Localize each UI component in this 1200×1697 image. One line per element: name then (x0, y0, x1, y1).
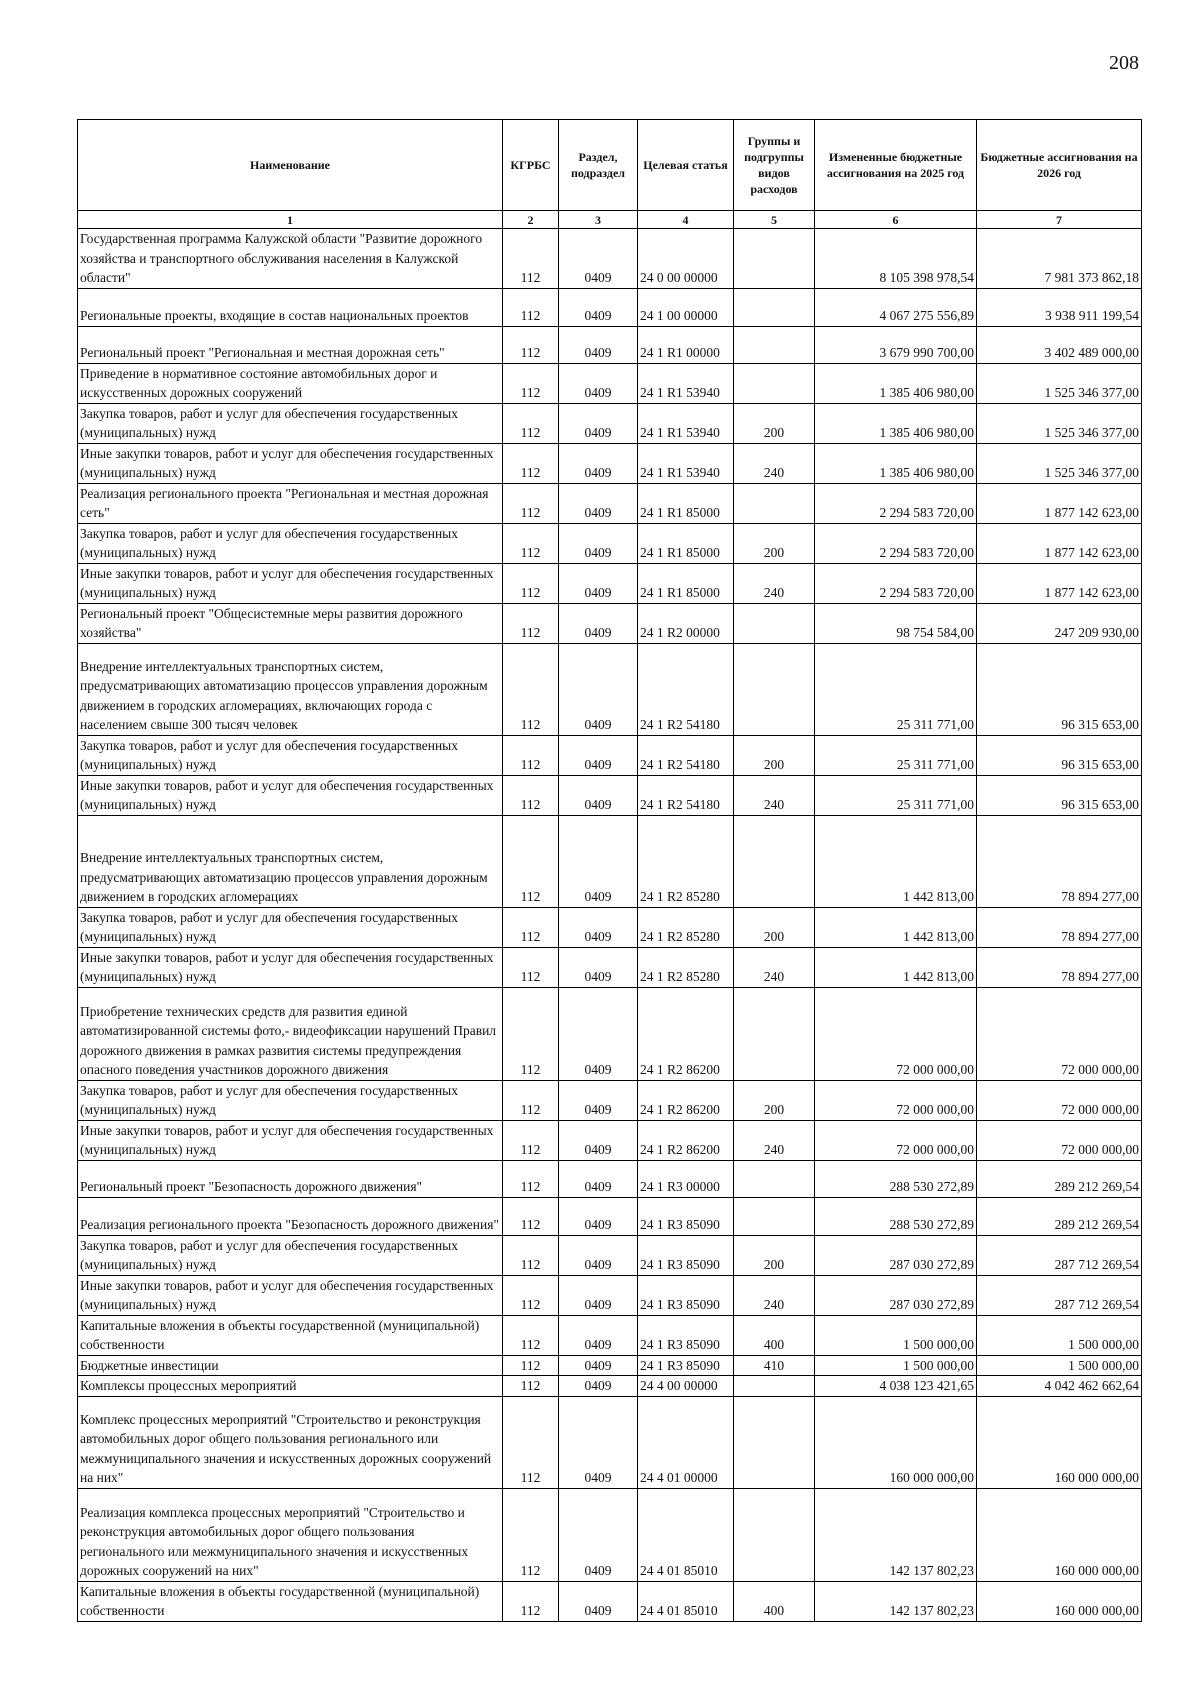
row-section: 0409 (559, 735, 638, 775)
row-section: 0409 (559, 947, 638, 987)
row-expense-type (734, 815, 815, 907)
header-section: Раздел, подраздел (559, 120, 638, 211)
row-target: 24 1 R1 85000 (638, 523, 734, 563)
table-row (78, 1197, 1142, 1235)
row-amount-2025: 1 385 406 980,00 (815, 403, 977, 443)
row-section: 0409 (559, 987, 638, 1080)
row-kgrbs: 112 (503, 1160, 559, 1197)
table-row (78, 1488, 1142, 1581)
row-amount-2026: 7 981 373 862,18 (977, 229, 1142, 289)
table-row (78, 947, 1142, 987)
header-budget-2026: Бюджетные ассигнования на 2026 год (977, 120, 1142, 211)
row-amount-2025: 8 105 398 978,54 (815, 229, 977, 289)
row-amount-2025: 1 385 406 980,00 (815, 363, 977, 403)
row-name: Закупка товаров, работ и услуг для обеспечения государственных (муниципальных) нужд (78, 403, 503, 443)
row-name: Региональный проект "Безопасность дорожного движения" (78, 1160, 503, 1197)
row-kgrbs: 112 (503, 443, 559, 483)
column-number-row (78, 211, 1142, 229)
row-amount-2026: 3 402 489 000,00 (977, 326, 1142, 363)
row-name: Иные закупки товаров, работ и услуг для обеспечения государственных (муниципальных) нужд (78, 947, 503, 987)
row-expense-type (734, 288, 815, 326)
row-name: Закупка товаров, работ и услуг для обеспечения государственных (муниципальных) нужд (78, 1235, 503, 1275)
table-row (78, 403, 1142, 443)
row-section: 0409 (559, 1376, 638, 1397)
row-kgrbs: 112 (503, 483, 559, 523)
row-name: Иные закупки товаров, работ и услуг для обеспечения государственных (муниципальных) нужд (78, 563, 503, 603)
header-changed-2025: Измененные бюджетные ассигнования на 2025 год (815, 120, 977, 211)
row-expense-type: 240 (734, 947, 815, 987)
row-amount-2025: 72 000 000,00 (815, 987, 977, 1080)
row-kgrbs: 112 (503, 1376, 559, 1397)
row-amount-2025: 2 294 583 720,00 (815, 523, 977, 563)
row-expense-type (734, 483, 815, 523)
row-target: 24 1 R3 85090 (638, 1315, 734, 1355)
row-amount-2026: 78 894 277,00 (977, 907, 1142, 947)
row-target: 24 1 R2 54180 (638, 775, 734, 815)
row-kgrbs: 112 (503, 1275, 559, 1315)
row-section: 0409 (559, 1080, 638, 1120)
row-section: 0409 (559, 563, 638, 603)
row-section: 0409 (559, 1581, 638, 1621)
column-number: 6 (815, 211, 977, 229)
row-kgrbs: 112 (503, 1488, 559, 1581)
row-kgrbs: 112 (503, 1581, 559, 1621)
row-kgrbs: 112 (503, 775, 559, 815)
table-row (78, 1315, 1142, 1355)
row-amount-2026: 72 000 000,00 (977, 987, 1142, 1080)
row-amount-2025: 72 000 000,00 (815, 1080, 977, 1120)
row-target: 24 1 R3 85090 (638, 1355, 734, 1376)
row-expense-type: 240 (734, 563, 815, 603)
row-amount-2026: 3 938 911 199,54 (977, 288, 1142, 326)
table-row (78, 483, 1142, 523)
row-name: Внедрение интеллектуальных транспортных систем, предусматривающих автоматизацию процессов управления дорожным движением в городских агломерациях, включающих города с населением свыше 300 тысяч человек (78, 643, 503, 735)
row-section: 0409 (559, 1396, 638, 1488)
row-amount-2026: 1 525 346 377,00 (977, 403, 1142, 443)
row-amount-2026: 1 500 000,00 (977, 1355, 1142, 1376)
row-target: 24 1 R3 85090 (638, 1275, 734, 1315)
table-row (78, 643, 1142, 735)
table-row (78, 1376, 1142, 1397)
row-target: 24 4 01 85010 (638, 1488, 734, 1581)
table-row (78, 1396, 1142, 1488)
row-name: Реализация комплекса процессных мероприятий "Строительство и реконструкция автомобильных дорог общего пользования регионального или межмуниципального значения и искусственных дорожных сооружений на них" (78, 1488, 503, 1581)
row-name: Внедрение интеллектуальных транспортных систем, предусматривающих автоматизацию процессов управления дорожным движением в городских агломерациях (78, 815, 503, 907)
row-amount-2025: 98 754 584,00 (815, 603, 977, 643)
row-amount-2026: 72 000 000,00 (977, 1080, 1142, 1120)
row-expense-type: 200 (734, 907, 815, 947)
table-row (78, 1581, 1142, 1621)
row-target: 24 4 01 00000 (638, 1396, 734, 1488)
row-amount-2026: 1 877 142 623,00 (977, 523, 1142, 563)
row-amount-2026: 96 315 653,00 (977, 643, 1142, 735)
row-kgrbs: 112 (503, 603, 559, 643)
table-row (78, 563, 1142, 603)
row-target: 24 1 R1 53940 (638, 443, 734, 483)
row-amount-2026: 160 000 000,00 (977, 1396, 1142, 1488)
row-section: 0409 (559, 1275, 638, 1315)
row-amount-2025: 287 030 272,89 (815, 1235, 977, 1275)
budget-table (77, 119, 1142, 1622)
row-name: Комплексы процессных мероприятий (78, 1376, 503, 1397)
row-kgrbs: 112 (503, 1235, 559, 1275)
row-section: 0409 (559, 1488, 638, 1581)
row-amount-2026: 72 000 000,00 (977, 1120, 1142, 1160)
table-row (78, 1235, 1142, 1275)
table-row (78, 987, 1142, 1080)
row-amount-2026: 1 525 346 377,00 (977, 363, 1142, 403)
row-kgrbs: 112 (503, 643, 559, 735)
page-number: 208 (1109, 52, 1139, 74)
column-number: 1 (78, 211, 503, 229)
row-name: Закупка товаров, работ и услуг для обеспечения государственных (муниципальных) нужд (78, 523, 503, 563)
row-name: Закупка товаров, работ и услуг для обеспечения государственных (муниципальных) нужд (78, 735, 503, 775)
row-section: 0409 (559, 775, 638, 815)
table-row (78, 326, 1142, 363)
row-expense-type (734, 603, 815, 643)
row-section: 0409 (559, 229, 638, 289)
row-expense-type (734, 229, 815, 289)
row-section: 0409 (559, 1197, 638, 1235)
row-expense-type (734, 1197, 815, 1235)
row-kgrbs: 112 (503, 1120, 559, 1160)
row-amount-2025: 1 385 406 980,00 (815, 443, 977, 483)
header-target: Целевая статья (638, 120, 734, 211)
row-expense-type (734, 643, 815, 735)
row-name: Закупка товаров, работ и услуг для обеспечения государственных (муниципальных) нужд (78, 1080, 503, 1120)
row-section: 0409 (559, 1355, 638, 1376)
row-target: 24 1 00 00000 (638, 288, 734, 326)
row-target: 24 1 R3 85090 (638, 1197, 734, 1235)
table-row (78, 443, 1142, 483)
row-amount-2026: 289 212 269,54 (977, 1197, 1142, 1235)
row-target: 24 1 R1 53940 (638, 363, 734, 403)
row-kgrbs: 112 (503, 288, 559, 326)
row-target: 24 1 R2 86200 (638, 987, 734, 1080)
row-kgrbs: 112 (503, 523, 559, 563)
row-amount-2026: 160 000 000,00 (977, 1581, 1142, 1621)
row-amount-2025: 1 500 000,00 (815, 1315, 977, 1355)
row-target: 24 1 R3 85090 (638, 1235, 734, 1275)
row-amount-2025: 2 294 583 720,00 (815, 483, 977, 523)
row-kgrbs: 112 (503, 326, 559, 363)
row-target: 24 0 00 00000 (638, 229, 734, 289)
row-target: 24 1 R2 54180 (638, 643, 734, 735)
row-expense-type: 240 (734, 775, 815, 815)
table-row (78, 523, 1142, 563)
row-name: Региональный проект "Общесистемные меры развития дорожного хозяйства" (78, 603, 503, 643)
table-row (78, 1160, 1142, 1197)
row-expense-type (734, 1160, 815, 1197)
row-amount-2026: 1 525 346 377,00 (977, 443, 1142, 483)
header-groups: Группы и подгруппы видов расходов (734, 120, 815, 211)
table-row (78, 775, 1142, 815)
row-name: Иные закупки товаров, работ и услуг для обеспечения государственных (муниципальных) нужд (78, 1275, 503, 1315)
row-section: 0409 (559, 403, 638, 443)
row-amount-2025: 1 442 813,00 (815, 947, 977, 987)
row-section: 0409 (559, 815, 638, 907)
row-amount-2025: 1 442 813,00 (815, 815, 977, 907)
row-section: 0409 (559, 1235, 638, 1275)
row-kgrbs: 112 (503, 735, 559, 775)
table-row (78, 1080, 1142, 1120)
row-amount-2026: 1 877 142 623,00 (977, 483, 1142, 523)
row-kgrbs: 112 (503, 907, 559, 947)
table-row (78, 288, 1142, 326)
row-target: 24 1 R2 86200 (638, 1080, 734, 1120)
row-section: 0409 (559, 523, 638, 563)
row-expense-type: 410 (734, 1355, 815, 1376)
row-name: Иные закупки товаров, работ и услуг для обеспечения государственных (муниципальных) нужд (78, 775, 503, 815)
row-expense-type (734, 1376, 815, 1397)
row-expense-type: 240 (734, 1275, 815, 1315)
column-number: 3 (559, 211, 638, 229)
row-expense-type: 200 (734, 735, 815, 775)
row-amount-2026: 287 712 269,54 (977, 1275, 1142, 1315)
row-amount-2025: 72 000 000,00 (815, 1120, 977, 1160)
row-amount-2026: 287 712 269,54 (977, 1235, 1142, 1275)
row-target: 24 1 R3 00000 (638, 1160, 734, 1197)
table-row (78, 815, 1142, 907)
row-target: 24 1 R2 85280 (638, 815, 734, 907)
row-amount-2025: 2 294 583 720,00 (815, 563, 977, 603)
column-number: 4 (638, 211, 734, 229)
row-amount-2026: 247 209 930,00 (977, 603, 1142, 643)
row-amount-2025: 4 067 275 556,89 (815, 288, 977, 326)
row-name: Государственная программа Калужской области "Развитие дорожного хозяйства и транспортного обслуживания населения в Калужской области" (78, 229, 503, 289)
row-amount-2026: 1 877 142 623,00 (977, 563, 1142, 603)
row-name: Региональные проекты, входящие в состав национальных проектов (78, 288, 503, 326)
row-target: 24 4 00 00000 (638, 1376, 734, 1397)
row-name: Капитальные вложения в объекты государственной (муниципальной) собственности (78, 1581, 503, 1621)
row-kgrbs: 112 (503, 1396, 559, 1488)
column-number: 2 (503, 211, 559, 229)
row-expense-type: 240 (734, 1120, 815, 1160)
row-amount-2025: 25 311 771,00 (815, 775, 977, 815)
row-expense-type: 200 (734, 523, 815, 563)
row-amount-2025: 3 679 990 700,00 (815, 326, 977, 363)
row-section: 0409 (559, 1315, 638, 1355)
row-target: 24 1 R2 54180 (638, 735, 734, 775)
row-section: 0409 (559, 603, 638, 643)
row-target: 24 1 R2 00000 (638, 603, 734, 643)
row-kgrbs: 112 (503, 1197, 559, 1235)
row-name: Реализация регионального проекта "Безопасность дорожного движения" (78, 1197, 503, 1235)
row-target: 24 1 R2 85280 (638, 907, 734, 947)
row-target: 24 1 R1 85000 (638, 563, 734, 603)
row-expense-type (734, 1488, 815, 1581)
row-section: 0409 (559, 483, 638, 523)
row-expense-type (734, 987, 815, 1080)
table-row (78, 363, 1142, 403)
row-kgrbs: 112 (503, 563, 559, 603)
row-expense-type: 200 (734, 1080, 815, 1120)
row-expense-type (734, 326, 815, 363)
row-section: 0409 (559, 288, 638, 326)
row-section: 0409 (559, 1160, 638, 1197)
row-name: Иные закупки товаров, работ и услуг для обеспечения государственных (муниципальных) нужд (78, 443, 503, 483)
row-expense-type: 240 (734, 443, 815, 483)
row-kgrbs: 112 (503, 815, 559, 907)
row-target: 24 1 R2 85280 (638, 947, 734, 987)
row-expense-type: 200 (734, 403, 815, 443)
row-kgrbs: 112 (503, 1080, 559, 1120)
row-amount-2025: 288 530 272,89 (815, 1197, 977, 1235)
row-kgrbs: 112 (503, 987, 559, 1080)
row-kgrbs: 112 (503, 229, 559, 289)
row-section: 0409 (559, 443, 638, 483)
row-name: Реализация регионального проекта "Региональная и местная дорожная сеть" (78, 483, 503, 523)
column-number: 7 (977, 211, 1142, 229)
row-kgrbs: 112 (503, 1315, 559, 1355)
header-row (78, 120, 1142, 211)
row-amount-2026: 289 212 269,54 (977, 1160, 1142, 1197)
row-amount-2025: 160 000 000,00 (815, 1396, 977, 1488)
row-name: Приобретение технических средств для развития единой автоматизированной системы фото,- видеофиксации нарушений Правил дорожного движения в рамках развития системы предупреждения опасного поведения участников дорожного движения (78, 987, 503, 1080)
row-section: 0409 (559, 1120, 638, 1160)
row-amount-2026: 96 315 653,00 (977, 735, 1142, 775)
row-kgrbs: 112 (503, 1355, 559, 1376)
table-row (78, 1275, 1142, 1315)
row-expense-type: 200 (734, 1235, 815, 1275)
row-amount-2025: 1 442 813,00 (815, 907, 977, 947)
header-name: Наименование (78, 120, 503, 211)
row-section: 0409 (559, 907, 638, 947)
row-amount-2025: 4 038 123 421,65 (815, 1376, 977, 1397)
row-amount-2025: 288 530 272,89 (815, 1160, 977, 1197)
table-row (78, 1355, 1142, 1376)
row-name: Приведение в нормативное состояние автомобильных дорог и искусственных дорожных сооружений (78, 363, 503, 403)
row-name: Иные закупки товаров, работ и услуг для обеспечения государственных (муниципальных) нужд (78, 1120, 503, 1160)
row-amount-2026: 1 500 000,00 (977, 1315, 1142, 1355)
row-name: Комплекс процессных мероприятий "Строительство и реконструкция автомобильных дорог общего пользования регионального или межмуниципального значения и искусственных дорожных сооружений на них" (78, 1396, 503, 1488)
row-amount-2025: 142 137 802,23 (815, 1488, 977, 1581)
row-name: Закупка товаров, работ и услуг для обеспечения государственных (муниципальных) нужд (78, 907, 503, 947)
row-amount-2025: 287 030 272,89 (815, 1275, 977, 1315)
row-amount-2026: 78 894 277,00 (977, 947, 1142, 987)
row-amount-2025: 1 500 000,00 (815, 1355, 977, 1376)
row-amount-2026: 160 000 000,00 (977, 1488, 1142, 1581)
table-row (78, 229, 1142, 289)
row-expense-type (734, 1396, 815, 1488)
row-target: 24 1 R2 86200 (638, 1120, 734, 1160)
row-target: 24 1 R1 53940 (638, 403, 734, 443)
table-row (78, 603, 1142, 643)
row-amount-2025: 142 137 802,23 (815, 1581, 977, 1621)
row-name: Региональный проект "Региональная и местная дорожная сеть" (78, 326, 503, 363)
table-row (78, 735, 1142, 775)
row-kgrbs: 112 (503, 363, 559, 403)
header-kgrbs: КГРБС (503, 120, 559, 211)
table-row (78, 907, 1142, 947)
row-name: Бюджетные инвестиции (78, 1355, 503, 1376)
row-amount-2025: 25 311 771,00 (815, 735, 977, 775)
row-target: 24 1 R1 00000 (638, 326, 734, 363)
row-section: 0409 (559, 363, 638, 403)
table-row (78, 1120, 1142, 1160)
row-section: 0409 (559, 326, 638, 363)
row-expense-type: 400 (734, 1315, 815, 1355)
row-amount-2026: 78 894 277,00 (977, 815, 1142, 907)
row-kgrbs: 112 (503, 403, 559, 443)
row-section: 0409 (559, 643, 638, 735)
row-amount-2026: 4 042 462 662,64 (977, 1376, 1142, 1397)
row-amount-2025: 25 311 771,00 (815, 643, 977, 735)
row-amount-2026: 96 315 653,00 (977, 775, 1142, 815)
row-name: Капитальные вложения в объекты государственной (муниципальной) собственности (78, 1315, 503, 1355)
row-target: 24 4 01 85010 (638, 1581, 734, 1621)
row-expense-type (734, 363, 815, 403)
row-expense-type: 400 (734, 1581, 815, 1621)
column-number: 5 (734, 211, 815, 229)
row-kgrbs: 112 (503, 947, 559, 987)
row-target: 24 1 R1 85000 (638, 483, 734, 523)
